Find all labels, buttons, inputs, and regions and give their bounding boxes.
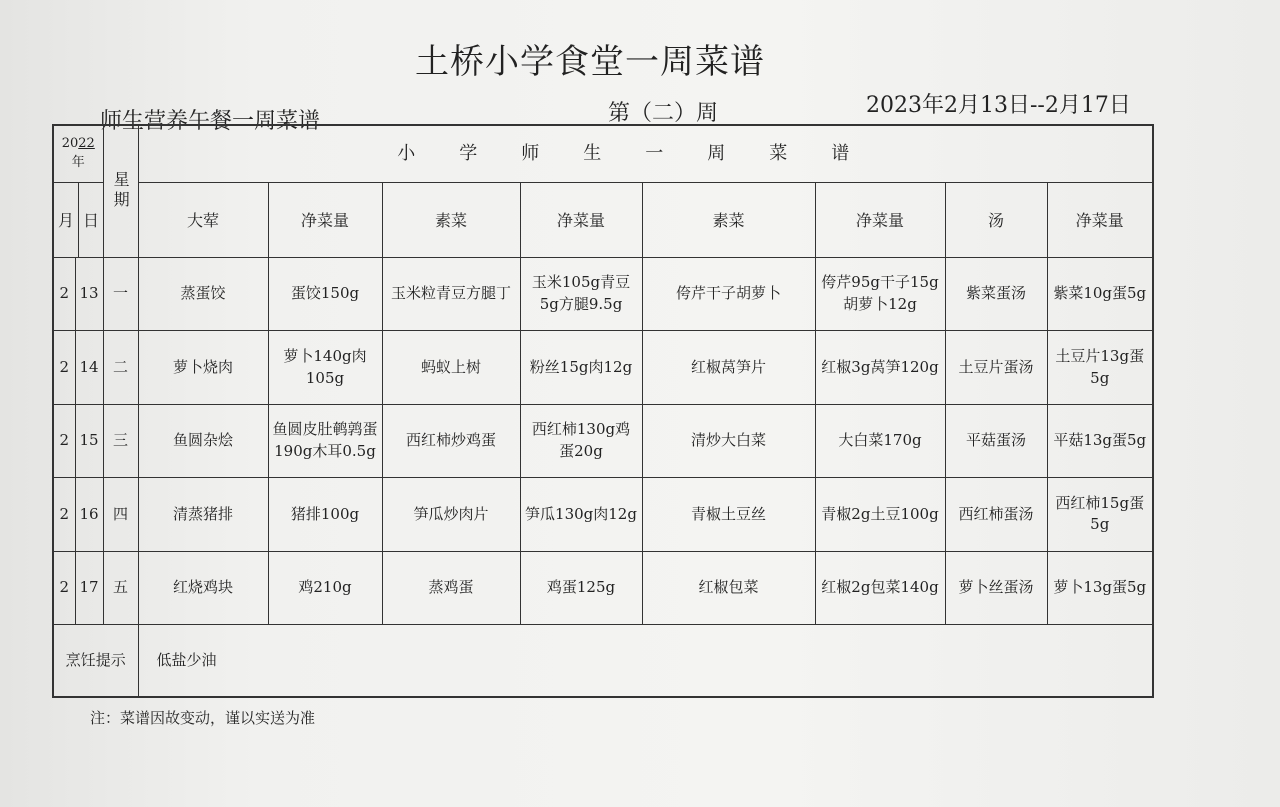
main-dish-amount: 猪排100g — [268, 478, 382, 551]
col-header-7: 汤 — [945, 183, 1047, 257]
veg-dish-2: 红椒包菜 — [642, 551, 815, 624]
tips-row — [53, 625, 1153, 697]
veg-dish-2: 侉芹干子胡萝卜 — [642, 257, 815, 330]
main-dish: 红烧鸡块 — [138, 551, 268, 624]
table-row — [53, 331, 1153, 404]
soup: 萝卜丝蛋汤 — [945, 551, 1047, 624]
col-header-6: 净菜量 — [815, 183, 945, 257]
row-weekday: 五 — [103, 551, 138, 624]
month-day-header — [53, 183, 103, 257]
main-dish-amount: 蛋饺150g — [268, 257, 382, 330]
week-label: 第（二）周 — [608, 101, 719, 126]
year-char: 年 — [71, 155, 85, 171]
table-banner: 小学师生一周菜谱 — [138, 125, 1153, 183]
row-month: 2 — [53, 257, 75, 330]
veg-dish-2-amount: 红椒2g包菜140g — [815, 551, 945, 624]
main-dish: 鱼圆杂烩 — [138, 404, 268, 477]
veg-dish-1-amount: 西红柿130g鸡蛋20g — [520, 404, 642, 477]
table-row — [53, 551, 1153, 624]
row-month: 2 — [53, 551, 75, 624]
footnote: 注：菜谱因故变动，谨以实送为准 — [90, 709, 316, 727]
row-weekday: 二 — [103, 331, 138, 404]
main-dish-amount: 萝卜140g肉105g — [268, 331, 382, 404]
main-dish: 清蒸猪排 — [138, 478, 268, 551]
row-day: 13 — [75, 257, 103, 330]
row-day: 15 — [75, 404, 103, 477]
row-day: 14 — [75, 331, 103, 404]
year-cell — [53, 125, 103, 183]
row-day: 17 — [75, 551, 103, 624]
page-title: 土桥小学食堂一周菜谱 — [415, 42, 765, 82]
veg-dish-1-amount: 鸡蛋125g — [520, 551, 642, 624]
tips-value: 低盐少油 — [138, 625, 1153, 697]
row-weekday: 三 — [103, 404, 138, 477]
col-header-5: 素菜 — [642, 183, 815, 257]
veg-dish-1: 玉米粒青豆方腿丁 — [382, 257, 520, 330]
menu-subtitle: 师生营养午餐一周菜谱 — [100, 109, 321, 134]
year-suffix: 22 — [78, 136, 95, 152]
veg-dish-1: 蒸鸡蛋 — [382, 551, 520, 624]
col-header-4: 净菜量 — [520, 183, 642, 257]
row-month: 2 — [53, 478, 75, 551]
year-prefix: 20 — [61, 136, 79, 152]
col-header-8: 净菜量 — [1047, 183, 1153, 257]
date-range: 2023年2月13日--2月17日 — [866, 93, 1131, 118]
veg-dish-2-amount: 红椒3g莴笋120g — [815, 331, 945, 404]
veg-dish-1-amount: 笋瓜130g肉12g — [520, 478, 642, 551]
soup: 紫菜蛋汤 — [945, 257, 1047, 330]
main-dish: 萝卜烧肉 — [138, 331, 268, 404]
soup-amount: 土豆片13g蛋5g — [1047, 331, 1153, 404]
veg-dish-1-amount: 粉丝15g肉12g — [520, 331, 642, 404]
soup-amount: 平菇13g蛋5g — [1047, 404, 1153, 477]
day-header: 日 — [83, 210, 100, 230]
veg-dish-2: 清炒大白菜 — [642, 404, 815, 477]
main-dish-amount: 鸡210g — [268, 551, 382, 624]
row-month: 2 — [53, 331, 75, 404]
soup-amount: 萝卜13g蛋5g — [1047, 551, 1153, 624]
veg-dish-1: 蚂蚁上树 — [382, 331, 520, 404]
col-header-3: 素菜 — [382, 183, 520, 257]
table-row — [53, 257, 1153, 330]
veg-dish-2: 红椒莴笋片 — [642, 331, 815, 404]
row-weekday: 四 — [103, 478, 138, 551]
soup: 平菇蛋汤 — [945, 404, 1047, 477]
tips-label: 烹饪提示 — [53, 625, 138, 697]
row-day: 16 — [75, 478, 103, 551]
month-header: 月 — [54, 183, 79, 256]
row-month: 2 — [53, 404, 75, 477]
veg-dish-1: 笋瓜炒肉片 — [382, 478, 520, 551]
main-dish: 蒸蛋饺 — [138, 257, 268, 330]
veg-dish-2-amount: 大白菜170g — [815, 404, 945, 477]
row-weekday: 一 — [103, 257, 138, 330]
soup: 土豆片蛋汤 — [945, 331, 1047, 404]
soup-amount: 紫菜10g蛋5g — [1047, 257, 1153, 330]
table-row — [53, 478, 1153, 551]
soup-amount: 西红柿15g蛋5g — [1047, 478, 1153, 551]
veg-dish-2: 青椒土豆丝 — [642, 478, 815, 551]
col-header-1: 大荤 — [138, 183, 268, 257]
veg-dish-1: 西红柿炒鸡蛋 — [382, 404, 520, 477]
veg-dish-1-amount: 玉米105g青豆5g方腿9.5g — [520, 257, 642, 330]
soup: 西红柿蛋汤 — [945, 478, 1047, 551]
col-header-2: 净菜量 — [268, 183, 382, 257]
veg-dish-2-amount: 青椒2g土豆100g — [815, 478, 945, 551]
main-dish-amount: 鱼圆皮肚鹌鹑蛋190g木耳0.5g — [268, 404, 382, 477]
weekday-header: 星期 — [103, 125, 138, 257]
table-row — [53, 404, 1153, 477]
veg-dish-2-amount: 侉芹95g干子15g胡萝卜12g — [815, 257, 945, 330]
weekly-menu-table — [52, 124, 1154, 698]
